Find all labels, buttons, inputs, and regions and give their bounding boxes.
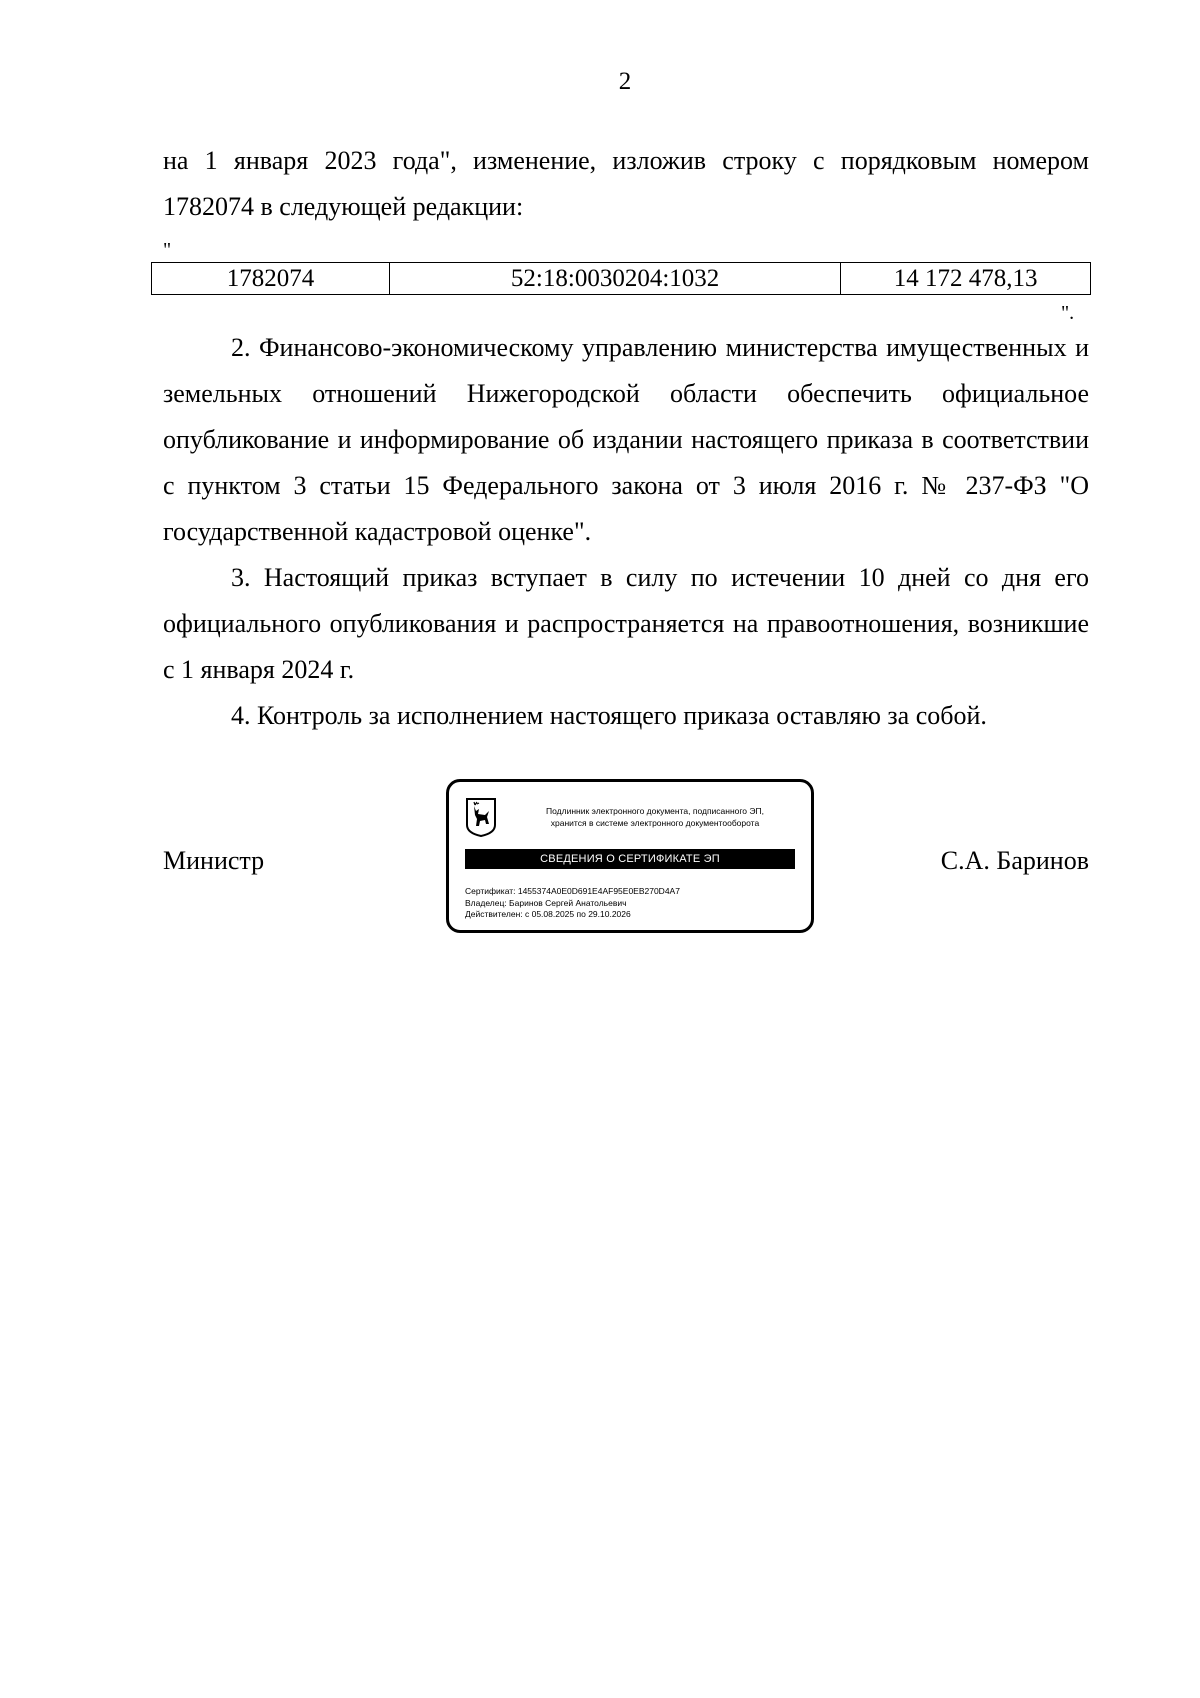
stamp-note [505, 805, 805, 829]
cadastral-number-cell: 52:18:0030204:1032 [389, 263, 840, 295]
body-text [163, 325, 1089, 739]
stamp-note-line-2: хранится в системе электронного документооборота [550, 818, 760, 828]
electronic-signature-stamp [446, 779, 814, 933]
paragraph-2: 2. Финансово-экономическому управлению министерства имущественных и земельных отношений Нижегородской области обеспечить официальное опубликование и информирование об издании настоящего приказа в соответствии с пунктом 3 статьи 15 Федерального закона от 3 июля 2016 г. № 237-ФЗ "О государственной кадастровой оценке". [163, 333, 1089, 546]
opening-quote: " [163, 239, 172, 261]
intro-line-1: на 1 января 2023 года", изменение, изложив строку с порядковым номером [163, 146, 1089, 175]
certificate-owner: Владелец: Баринов Сергей Анатольевич [465, 897, 627, 908]
table-row [152, 263, 1091, 295]
cadastral-value-table [151, 262, 1091, 295]
signatory-position: Министр [163, 846, 265, 875]
cadastral-value-cell: 14 172 478,13 [841, 263, 1091, 295]
stamp-details [465, 886, 805, 921]
intro-line-2: 1782074 в следующей редакции: [163, 192, 524, 221]
page-number: 2 [618, 68, 632, 95]
stamp-banner: СВЕДЕНИЯ О СЕРТИФИКАТЕ ЭП [465, 849, 795, 869]
deer-emblem-icon [465, 797, 497, 837]
paragraph-4: 4. Контроль за исполнением настоящего приказа оставляю за собой. [231, 701, 987, 730]
certificate-validity: Действителен: с 05.08.2025 по 29.10.2026 [465, 909, 631, 919]
paragraph-3: 3. Настоящий приказ вступает в силу по истечении 10 дней со дня его официального опубликования и распространяется на правоотношения, возникшие с 1 января 2024 г. [163, 563, 1089, 684]
stamp-note-line-1: Подлинник электронного документа, подписанного ЭП, [546, 806, 764, 816]
signatory-name: С.А. Баринов [940, 846, 1089, 875]
closing-quote: ". [1061, 302, 1075, 324]
certificate-number: Сертификат: 1455374A0E0D691E4AF95E0EB270D4A7 [465, 886, 680, 896]
intro-text [163, 138, 1089, 230]
row-number-cell: 1782074 [152, 263, 390, 295]
